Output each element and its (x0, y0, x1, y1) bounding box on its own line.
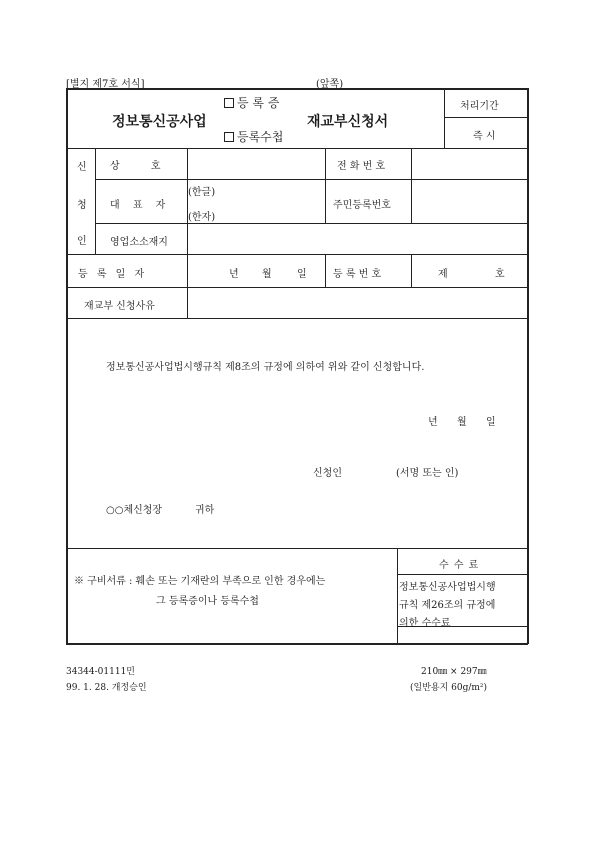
office-location-field[interactable] (188, 224, 526, 253)
applicant-side-char: 신 (77, 162, 87, 173)
reg-number-prefix: 제 (438, 269, 448, 280)
registration-number-label: 등 록 번 호 (333, 269, 382, 280)
resident-number-field[interactable] (412, 180, 526, 222)
fee-text-line2: 규칙 제26조의 규정에 (399, 600, 496, 611)
title-left: 정보통신공사업 (112, 114, 207, 130)
paper-size: 210㎜ × 297㎜ (421, 667, 487, 677)
required-documents-line1: ※ 구비서류 : 훼손 또는 기재란의 부족으로 인한 경우에는 (74, 576, 326, 587)
option-registration-notebook[interactable]: 등록수첩 (224, 128, 283, 145)
date-year: 년 (428, 417, 438, 428)
fee-label: 수 수 료 (439, 560, 479, 571)
addressee-honorific: 귀하 (195, 505, 215, 516)
reg-year-label: 년 (229, 269, 239, 280)
checkbox-icon[interactable] (224, 132, 234, 142)
reg-month-label: 월 (262, 269, 272, 280)
hangul-name-label: (한글) (188, 187, 216, 198)
reissue-reason-label: 재교부 신청사유 (84, 301, 155, 312)
registration-date-label: 등 록 일 자 (78, 269, 145, 280)
phone-label: 전 화 번 호 (337, 161, 386, 172)
applicant-label: 신청인 (313, 468, 342, 479)
reissue-reason-field[interactable] (188, 288, 526, 317)
page-side: (앞쪽) (316, 79, 344, 90)
checkbox-icon[interactable] (224, 98, 234, 108)
processing-period-label: 처리기간 (460, 101, 499, 112)
applicant-side-char: 인 (77, 236, 87, 247)
representative-field[interactable] (220, 180, 324, 222)
option-registration-certificate[interactable]: 등 록 증 (224, 94, 279, 111)
processing-period-value: 즉 시 (473, 131, 496, 142)
signature-note: (서명 또는 인) (396, 468, 459, 479)
date-month: 월 (457, 417, 467, 428)
hanja-name-label: (한자) (188, 212, 216, 223)
trade-name-label: 상 호 (110, 161, 161, 172)
fee-text-line1: 정보통신공사업법시행 (399, 582, 496, 593)
date-day: 일 (486, 417, 496, 428)
resident-number-label: 주민등록번호 (333, 200, 391, 211)
trade-name-field[interactable] (188, 149, 324, 178)
reg-day-label: 일 (297, 269, 307, 280)
office-location-label: 영업소소재지 (110, 237, 168, 248)
addressee: ○○체신청장 (106, 505, 163, 516)
representative-label: 대 표 자 (110, 200, 166, 211)
form-code: 34344-01111민 (66, 667, 135, 677)
title-right: 재교부신청서 (307, 114, 389, 130)
paper-type: (일반용지 60g/m²) (410, 683, 488, 693)
revision-approval: 99. 1. 28. 개정승인 (66, 683, 147, 693)
required-documents-line2: 그 등록증이나 등록수첩 (156, 596, 259, 607)
form-number: [별지 제7호 서식] (66, 79, 145, 90)
phone-field[interactable] (412, 149, 526, 178)
application-statement: 정보통신공사업법시행규칙 제8조의 규정에 의하여 위와 같이 신청합니다. (106, 362, 425, 373)
reg-number-suffix: 호 (495, 269, 505, 280)
fee-text-line3: 의한 수수료 (399, 618, 451, 629)
applicant-side-char: 청 (77, 200, 87, 211)
